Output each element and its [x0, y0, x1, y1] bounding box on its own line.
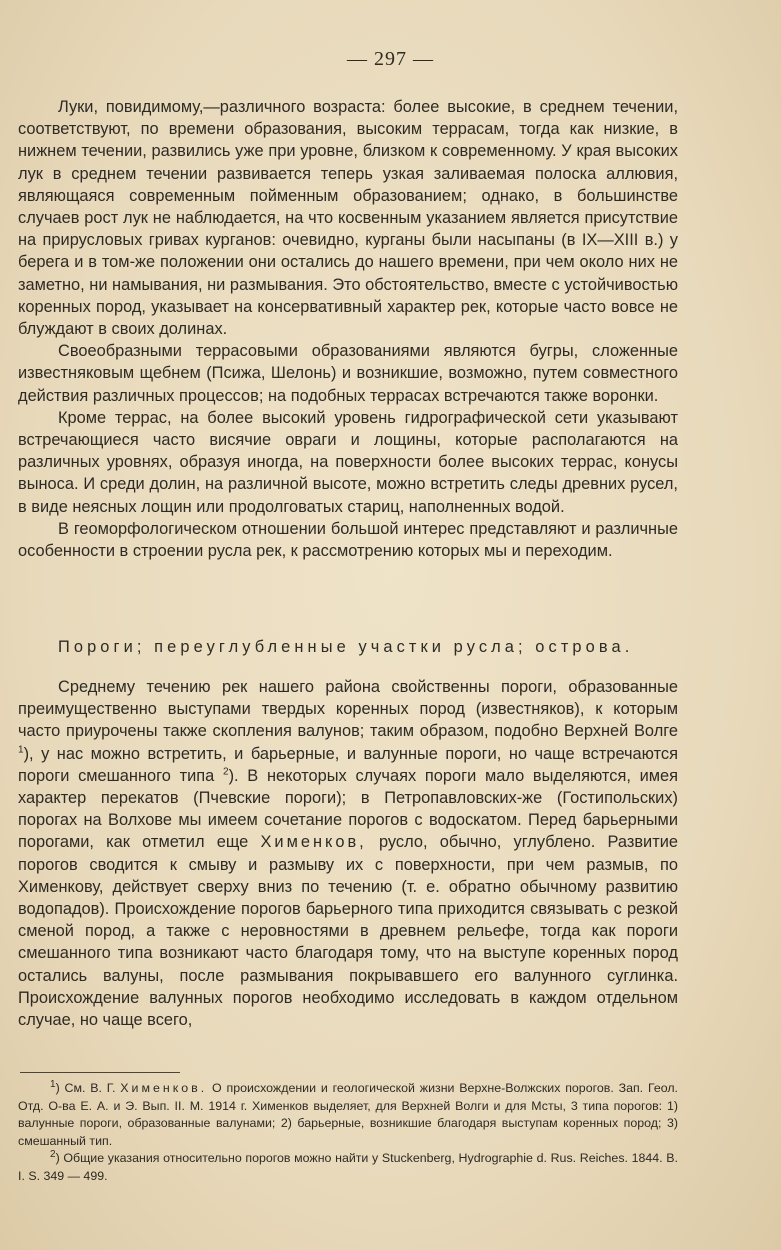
footnote-lead: ) — [55, 1151, 60, 1165]
paragraph: Кроме террас, на более высокий уровень гидрографической сети указывают встречающиеся часто висячие овраги и лощины, которые располагаются на различных уровнях, образуя иногда, на поверхности более высоких террас, конусы выноса. И среди долин, на различной высоте, можно встретить следы древних русел, в виде неясных лощин или продолговатых стариц, наполненных водой. — [18, 408, 678, 516]
footnote-mark: 1 — [50, 1078, 56, 1090]
footnote — [18, 1150, 678, 1185]
paragraph: Луки, повидимому,—различного возраста: более высокие, в среднем течении, соответствуют, по времени образования, высоким террасам, тогда как низкие, в нижнем течении, развились уже при уровне, близком к современному. У края высоких лук в среднем течении развивается теперь узкая заливаемая полоска аллювия, являющаяся современным пойменным образованием; однако, в большинстве случаев рост лук не наблюдается, на что косвенным указанием является присутствие на прирусловых гривах курганов: очевидно, курганы были насыпаны (в IX—XIII в.) у берега и в том-же положении они остались до нашего времени, при чем около них не заметно, ни намывания, ни размывания. Это обстоятельство, вместе с устойчивостью коренных пород, указывает на консервативный характер рек, которые часто вовсе не блуждают в своих долинах. — [18, 98, 678, 339]
text-run: ), у нас можно встретить, и барьерные, и валунные пороги, но чаще встречаются пороги смешанного типа — [18, 744, 678, 785]
footnote — [18, 1080, 678, 1150]
section-text — [18, 676, 678, 1031]
footnote-ref: 2 — [223, 766, 229, 778]
footnote-lead: ) См. В. Г. — [55, 1081, 116, 1095]
page-number: — 297 — — [347, 48, 434, 70]
footnote-divider — [20, 1072, 180, 1073]
footnote-ref: 1 — [18, 744, 24, 756]
section-heading: Пороги; переуглубленные участки русла; острова. — [58, 638, 634, 656]
footnotes — [18, 1080, 678, 1185]
paragraph — [18, 676, 678, 1031]
footnote-text: Общие указания относительно порогов можно найти у Stuckenberg, Hydrographie d. Rus. Reiches. 1844. B. I. S. 349 — 499. — [18, 1151, 678, 1183]
footnote-mark: 2 — [50, 1148, 56, 1160]
footnote-author: Хименков. — [120, 1081, 208, 1095]
text-run: Среднему течению рек нашего района свойственны пороги, образованные преимущественно выступами твердых коренных пород (известняков), к которым часто приурочены также скопления валунов; таким образом, подобно Верхней Волге — [18, 678, 678, 741]
paragraph: Своеобразными террасовыми образованиями являются бугры, сложенные известняковым щебнем (Псижа, Шелонь) и возникшие, возможно, путем совместного действия различных процессов; на подобных террасах встречаются также воронки. — [18, 342, 678, 405]
author-name: Хименков, — [260, 833, 367, 852]
text-run: русло, обычно, углублено. Развитие порогов сводится к смыву и размыву их с поверхности, при чем размыв, по Хименкову, действует сверху вниз по течению (т. е. обратно обычному развитию водопадов). Происхождение порогов барьерного типа приходится связывать с резкой сменой пород, а также с неровностями в древнем рельефе, тогда как пороги смешанного типа возникают часто благодаря тому, что на выступе коренных пород остались валуны, после размывания покрывавшего его валунного суглинка. Происхождение валунных порогов необходимо исследовать в каждом отдельном случае, но чаще всего, — [18, 833, 678, 1030]
paragraph: В геоморфологическом отношении большой интерес представляют и различные особенности в строении русла рек, к рассмотрению которых мы и переходим. — [18, 519, 678, 561]
footnote-text: О происхождении и геологической жизни Верхне-Волжских порогов. Зап. Геол. Отд. О-ва Е. А. и Э. Вып. II. М. 1914 г. Хименков выделяет, для Верхней Волги и для Мсты, 3 типа порогов: 1) валунные пороги, образованные валунами; 2) барьерные, возникшие благодаря выступам коренных пород; 3) смешанный тип. — [18, 1081, 679, 1148]
text-run: ). В некоторых случаях пороги мало выделяются, имея характер перекатов (Пчевские пороги); в Петропавловских-же (Гостипольских) порогах на Волхове мы имеем сочетание порогов с водоскатом. Перед барьерными порогами, как отметил еще — [18, 766, 679, 852]
main-text — [18, 96, 678, 562]
